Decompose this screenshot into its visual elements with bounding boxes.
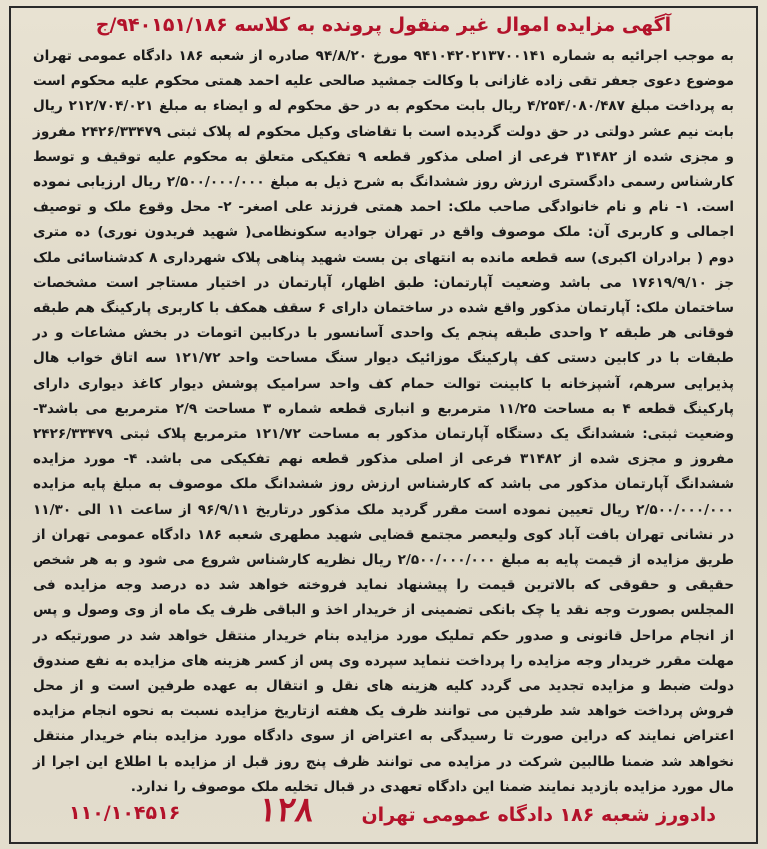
notice-footer xyxy=(29,788,738,832)
notice-body: به موجب اجرائیه به شماره ۹۴۱۰۴۲۰۲۱۳۷۰۰۱۴۱ مورخ ۹۴/۸/۲۰ صادره از شعبه ۱۸۶ دادگاه عمومی تهران موضوع دعوی جعفر تقی زاده غازانی با وکالت جمشید صالحی علیه احمد همتی محکوم علیه محکوم است به پرداخت مبلغ ۴/۲۵۴/۰۸۰/۴۸۷ ریال بابت محکوم به در حق محکوم له و ایضاء به مبلغ ۲۱۲/۷۰۴/۰۲۱ ریال بابت نیم عشر دولتی در حق دولت گردیده است با تقاضای وکیل محکوم له پلاک ثبتی ۲۴۲۶/۳۳۴۷۹ مفروز و مجزی شده از ۳۱۴۸۲ فرعی از اصلی مذکور قطعه ۹ تفکیکی متعلق به محکوم علیه توقیف و توسط کارشناس رسمی دادگستری ارزش روز ششدانگ به شرح ذیل به مبلغ ۲/۵۰۰/۰۰۰/۰۰۰ ریال ارزیابی نموده است. ۱- نام و نام خانوادگی صاحب ملک: احمد همتی فرزند علی اصغر- ۲- محل وقوع ملک و توصیف اجمالی و کاربری آن: ملک موصوف واقع در تهران جوادیه سکونظامی( شهید فریدون نوری) ده متری دوم ( برادران اکبری) سه قطعه مانده به انتهای بن بست شهید پناهی پلاک شهرداری ۸ کدشناسائی ملک جز ۱۷۶۱۹/۹/۱۰ می باشد وضعیت آپارتمان: طبق اظهار، آپارتمان در اختیار مستاجر است مشخصات ساختمان ملک: آپارتمان مذکور واقع شده در ساختمان دارای ۶ سقف همکف با کاربری پارکینگ هم طبقه فوقانی هر طبقه ۲ واحدی طبقه پنجم یک واحدی آسانسور با درکابین اتومات در بخش مشاعات و در طبقات با در کابین دستی کف پارکینگ موزائیک دیوار سنگ مساحت واحد ۱۲۱/۷۲ سه اتاق خواب هال پذیرایی سرهم، آشپزخانه با کابینت توالت حمام کف واحد سرامیک پوشش دیوار کاغذ دیواری دارای پارکینگ قطعه ۴ به مساحت ۱۱/۲۵ مترمربع و انباری قطعه شماره ۳ مساحت ۲/۹ مترمربع می باشد۳- وضعیت ثبتی: ششدانگ یک دستگاه آپارتمان مذکور به مساحت ۱۲۱/۷۲ مترمربع پلاک ثبتی ۲۴۲۶/۳۳۴۷۹ مفروز و مجزی شده از ۳۱۴۸۲ فرعی از اصلی مذکور قطعه نهم تفکیکی می باشد. ۴- مورد مزایده ششدانگ آپارتمان مذکور می باشد که کارشناس ارزش روز ششدانگ ملک موصوف به مبلغ پایه مزایده ۲/۵۰۰/۰۰۰/۰۰۰ ریال تعیین نموده است مقرر گردید ملک مذکور درتاریخ ۹۶/۹/۱۱ از ساعت ۱۱ الی ۱۱/۳۰ در نشانی تهران بافت آباد کوی ولیعصر مجتمع قضایی شهید مطهری شعبه ۱۸۶ دادگاه عمومی تهران از طریق مزایده از قیمت پایه به مبلغ ۲/۵۰۰/۰۰۰/۰۰۰ ریال نظریه کارشناس شروع می شود و به هر شخص حقیقی و حقوقی که بالاترین قیمت را پیشنهاد نماید فروخته خواهد شد ده درصد وجه مزایده فی المجلس بصورت وجه نقد یا چک بانکی تضمینی از خریدار اخذ و الباقی ظرف یک ماه از وی وصول و پس از انجام مراحل قانونی و صدور حکم تملیک مورد مزایده بنام خریدار منتقل خواهد شد در صورتیکه در مهلت مقرر خریدار وجه مزایده را پرداخت ننماید سپرده وی پس از کسر هزینه های مزایده به نفع صندوق دولت ضبط و مزایده تجدید می گردد کلیه هزینه های نقل و انتقال به عهده طرفین است و از محل فروش پرداخت خواهد شد طرفین می توانند ظرف یک هفته ازتاریخ مزایده نسبت به نحوه انجام مزایده اعتراض نمایند که دراین صورت تا رسیدگی به اعتراض از سوی دادگاه مورد مزایده بنام خریدار منتقل نخواهد شد ضمنا طالبین شرکت در مزایده می توانند ظرف پنج روز قبل از مزایده با اطلاع این اجرا از مال مورد مزایده بازدید نمایند ضمنا این دادگاه تعهدی در قبال تخلیه ملک موصوف را ندارد. xyxy=(33,48,735,795)
notice-title: آگهی مزایده اموال غیر منقول پرونده به کلاسه ۹۴۰۱۵۱/۱۸۶/ج xyxy=(95,14,672,36)
handwritten-number: ۱۲۸ xyxy=(256,790,317,830)
notice-code: ۱۱۰/۱۰۴۵۱۶ xyxy=(69,802,181,824)
notice-border xyxy=(9,6,758,844)
signature-line: دادورز شعبه ۱۸۶ دادگاه عمومی تهران xyxy=(361,804,716,826)
